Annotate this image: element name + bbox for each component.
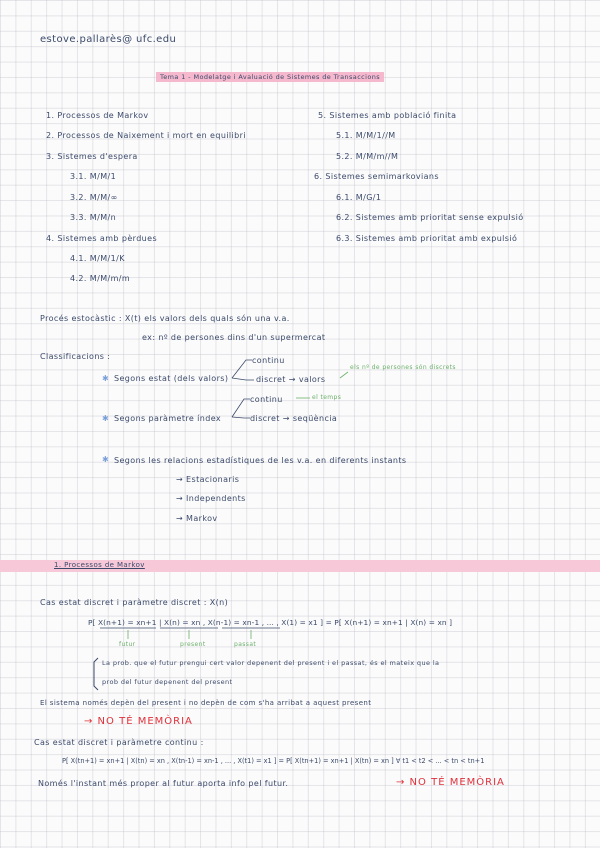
brace-estat-down [232, 378, 254, 380]
toc-item: 6.2. Sistemes amb prioritat sense expulsió [336, 213, 524, 222]
bullet-icon: ✱ [102, 455, 110, 464]
toc-item: 6.1. M/G/1 [336, 193, 382, 202]
bullet-icon: ✱ [102, 414, 110, 423]
toc-item: 4. Sistemes amb pèrdues [46, 234, 158, 243]
toc-item: 3.2. M/M/∞ [70, 193, 118, 202]
note-valors: els nº de persones són discrets [350, 364, 456, 371]
email-header: estove.pallarès@ ufc.edu [40, 34, 177, 45]
label-passat: passat [234, 641, 257, 648]
relacio-independents: → Independents [176, 494, 246, 503]
formula-markov-discret: P[ X(n+1) = xn+1 | X(n) = xn , X(n-1) = xn-1 , ... , X(1) = x1 ] = P[ X(n+1) = xn+1 | X(n) = xn ] [88, 618, 453, 627]
sistema-text: El sistema només depèn del present i no depèn de com s'ha arribat a aquest present [40, 699, 372, 707]
estat-discret: discret → valors [256, 375, 326, 384]
param-discret: discret → seqüència [250, 414, 338, 423]
cas-discret-continu: Cas estat discret i paràmetre continu : [34, 738, 204, 747]
classificacions-label: Classificacions : [40, 352, 111, 361]
toc-item: 6. Sistemes semimarkovians [314, 172, 439, 181]
toc-item: 5. Sistemes amb població finita [318, 111, 457, 120]
relacio-estacionaris: → Estacionaris [176, 475, 240, 484]
param-continu: continu [250, 395, 283, 404]
toc-item: 4.1. M/M/1/K [70, 254, 125, 263]
proces-definition: Procés estocàstic : X(t) els valors dels quals són una v.a. [40, 314, 290, 323]
toc-item: 5.2. M/M/m//M [336, 152, 399, 161]
no-memoria-2: → NO TÉ MEMÒRIA [396, 777, 505, 788]
classif-parametre: Segons paràmetre índex [114, 414, 222, 423]
classif-relacions: Segons les relacions estadístiques de les v.a. en diferents instants [114, 456, 407, 465]
relacio-markov: → Markov [176, 514, 218, 523]
estat-continu: continu [252, 356, 285, 365]
bracket-explicacio [94, 658, 98, 690]
toc-item: 3.3. M/M/n [70, 213, 117, 222]
bullet-icon: ✱ [102, 374, 110, 383]
classif-estat: Segons estat (dels valors) [114, 374, 229, 383]
explicacio-line2: prob del futur depenent del present [102, 678, 233, 686]
cas-discret-discret: Cas estat discret i paràmetre discret : X(n) [40, 598, 229, 607]
note-temps: el temps [312, 394, 342, 401]
section-heading: 1. Processos de Markov [54, 561, 145, 569]
page-title: Tema 1 - Modelatge i Avaluació de Sistemes de Transaccions [156, 72, 384, 82]
toc-item: 5.1. M/M/1//M [336, 131, 396, 140]
toc-item: 3. Sistemes d'espera [46, 152, 138, 161]
formula-markov-continu: P[ X(tn+1) = xn+1 | X(tn) = xn , X(tn-1) = xn-1 , ... , X(t1) = x1 ] = P[ X(tn+1) = xn+1 | X(tn) = xn ] ∀ t1 < t2 < ... < tn < tn+1 [62, 757, 485, 765]
label-futur: futur [119, 641, 136, 648]
label-present: present [180, 641, 206, 648]
arrow-note-valors [340, 372, 348, 378]
brace-param-up [232, 399, 250, 417]
brace-estat-up [232, 360, 252, 378]
toc-item: 3.1. M/M/1 [70, 172, 117, 181]
explicacio-line1: La prob. que el futur prengui cert valor depenent del present i el passat, és el mateix que la [102, 659, 440, 667]
toc-item: 6.3. Sistemes amb prioritat amb expulsió [336, 234, 518, 243]
toc-item: 1. Processos de Markov [46, 111, 149, 120]
nomes-text: Només l'instant més proper al futur aporta info pel futur. [38, 779, 289, 788]
no-memoria-1: → NO TÉ MEMÒRIA [84, 716, 193, 727]
brace-param-down [232, 417, 250, 418]
toc-item: 2. Processos de Naixement i mort en equilibri [46, 131, 246, 140]
proces-example: ex: nº de persones dins d'un supermercat [142, 333, 326, 342]
toc-item: 4.2. M/M/m/m [70, 274, 131, 283]
